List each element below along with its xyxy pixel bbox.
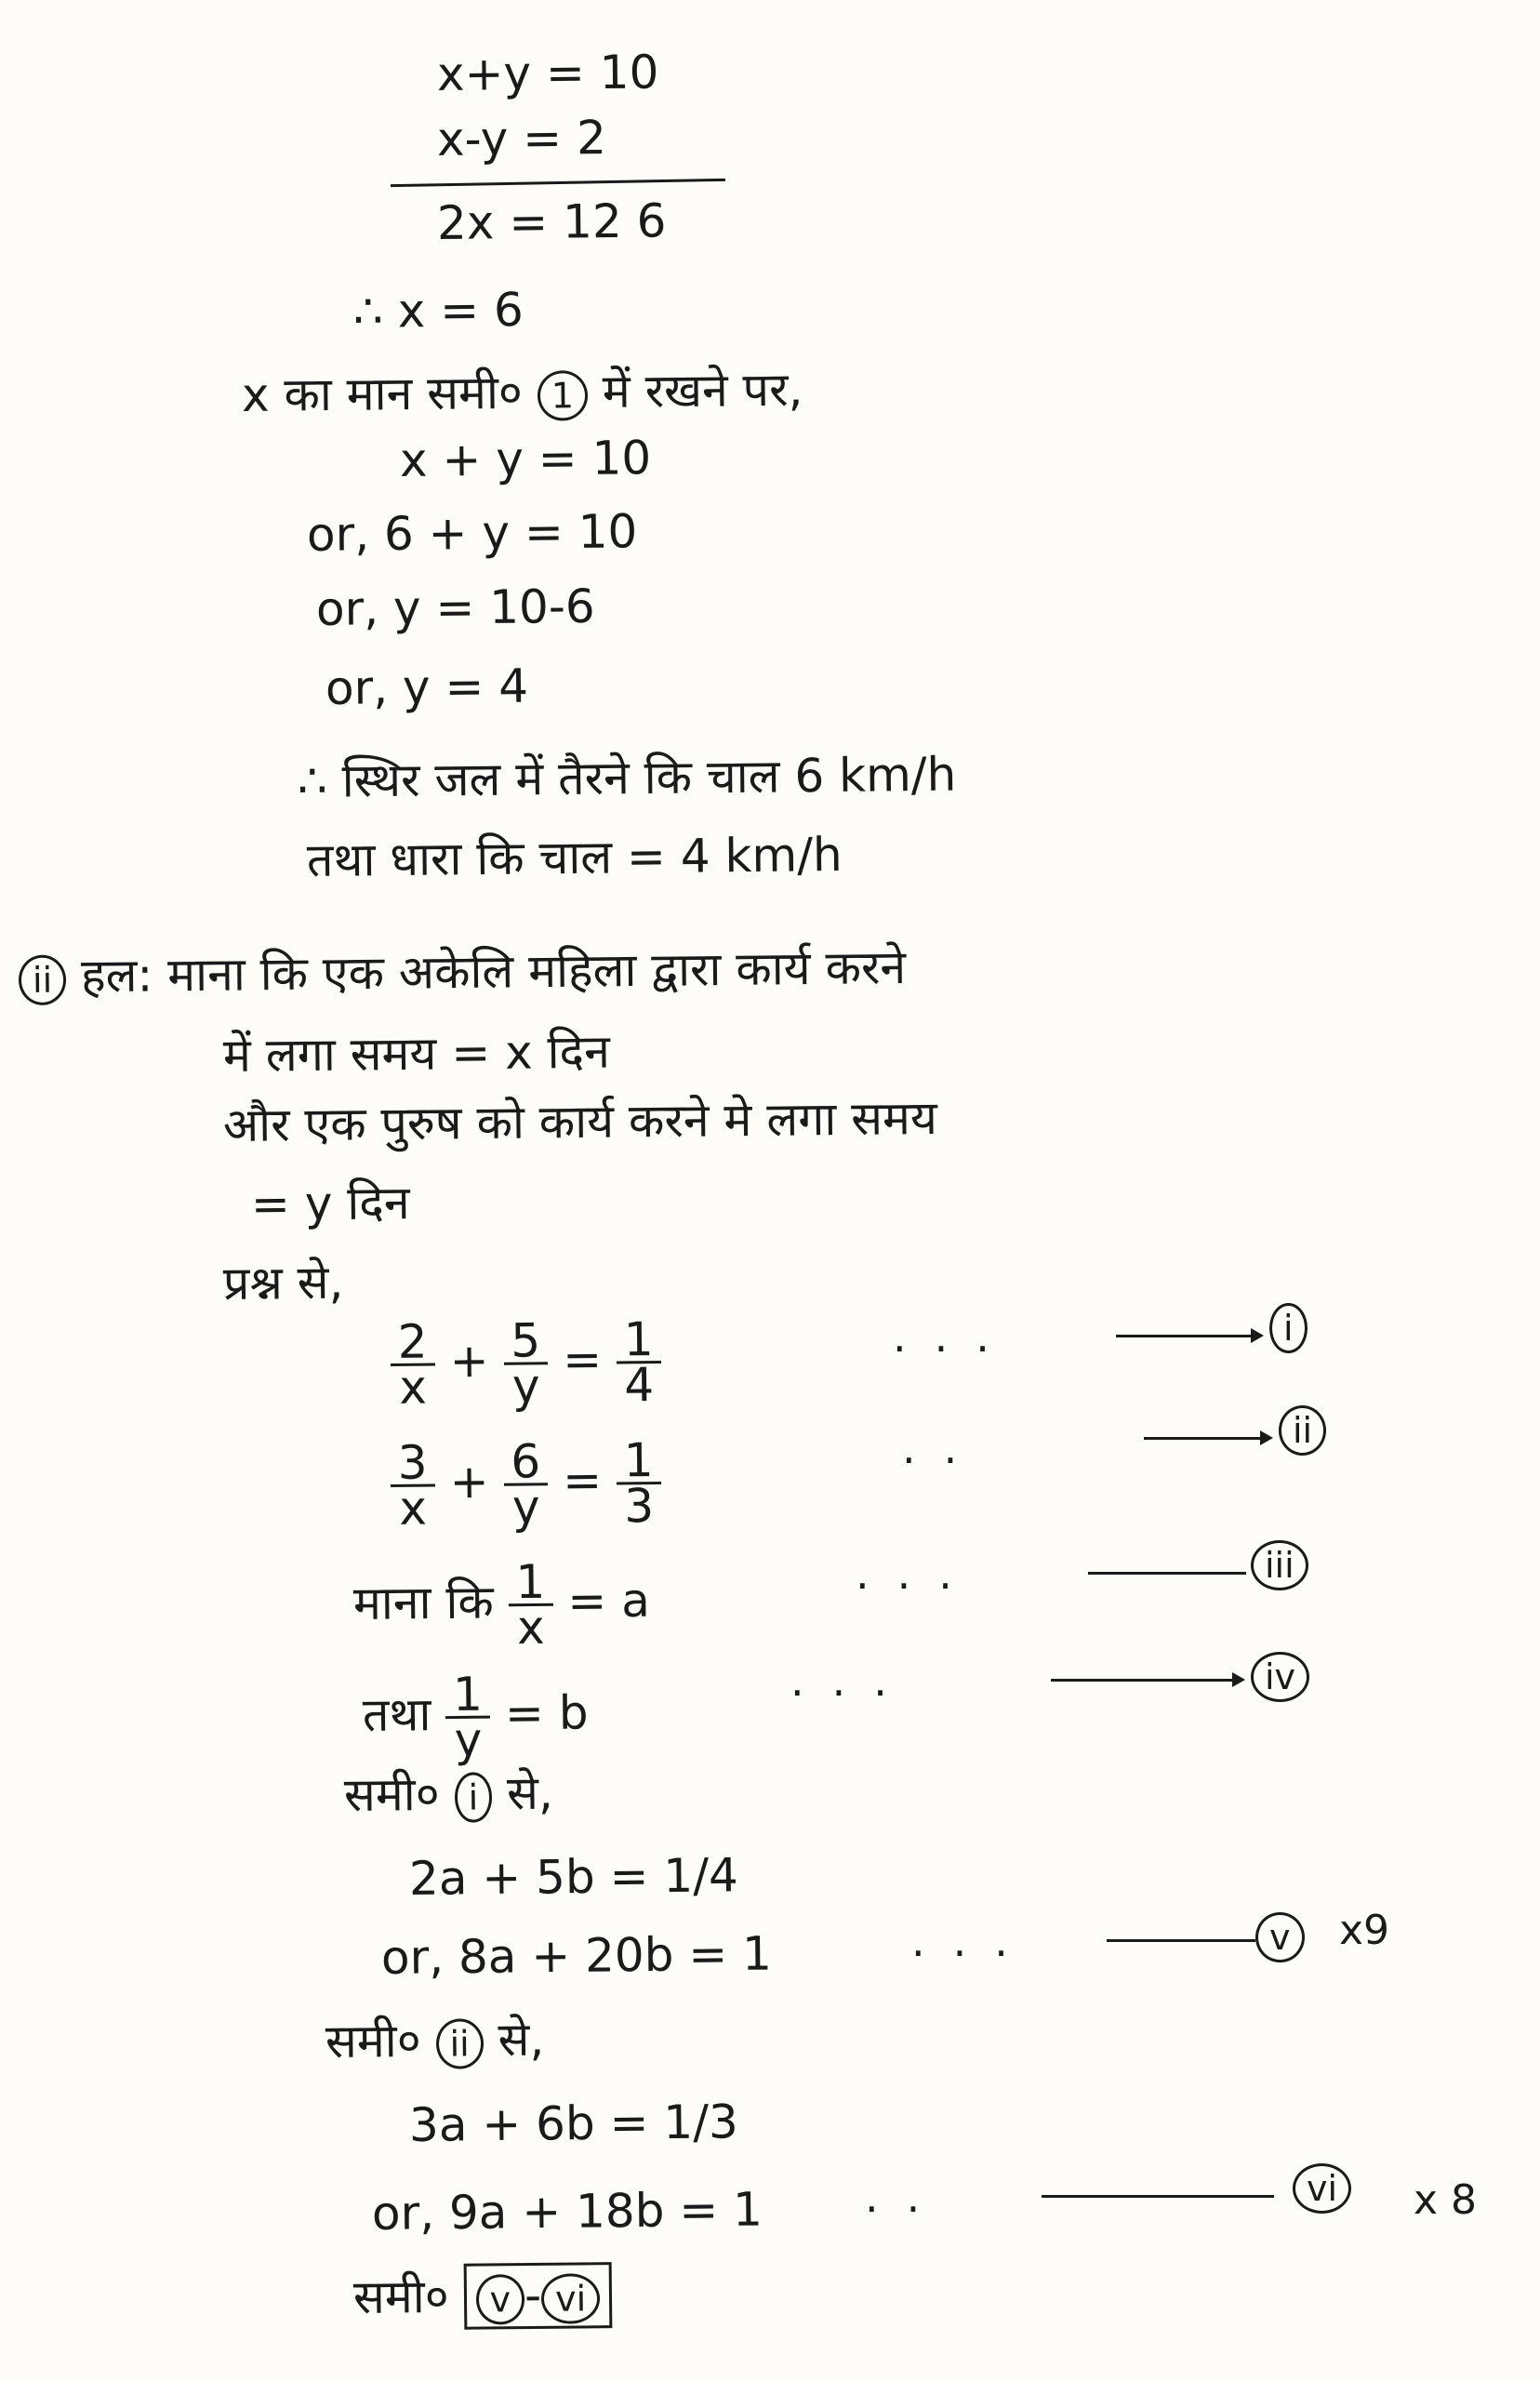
leader-dots: .. — [902, 1423, 986, 1473]
arrow-icon — [1232, 1672, 1245, 1687]
substitution-text: x का मान समी० — [241, 365, 524, 422]
sum-rule — [391, 179, 725, 187]
leader-dots: ... — [911, 1916, 1036, 1966]
equation-ref-circle: 1 — [538, 370, 589, 421]
part-number-circle: ii — [19, 954, 67, 1005]
solution-intro-text: हल: माना कि एक अकेलि महिला द्वारा कार्य करने — [80, 940, 907, 1004]
equation-ii: $\frac{3}{x}$ + $\frac{6}{y}$ = $\frac{1}{3}$ — [391, 1439, 662, 1530]
leader-line — [1051, 1679, 1237, 1682]
substitution-a: माना कि $\frac{1}{x}$ = a — [352, 1554, 651, 1656]
result-x: ∴ x = 6 — [352, 283, 524, 339]
from-equation-ii: समी० ii से, — [325, 2012, 545, 2068]
equation-x-minus-y: x-y = 2 — [436, 111, 607, 166]
multiplier-v: x9 — [1339, 1907, 1390, 1954]
equation-label-v: v — [1255, 1907, 1305, 1962]
equation-x-plus-y: x+y = 10 — [436, 45, 659, 101]
equation-label-vi: vi — [1293, 2158, 1351, 2214]
arrow-icon — [1260, 1430, 1273, 1445]
fraction: $\frac{2}{x}$ — [391, 1321, 436, 1409]
multiplier-vi: x 8 — [1414, 2176, 1478, 2224]
leader-line — [1042, 2195, 1274, 2198]
arrow-icon — [1251, 1328, 1264, 1343]
equation-vi: or, 9a + 18b = 1 — [371, 2182, 763, 2241]
equation-label-ii: ii — [1279, 1400, 1326, 1456]
substitution-line — [242, 362, 803, 424]
leader-line — [1116, 1335, 1255, 1337]
substitution-text-2: मेें रखने पर, — [602, 362, 803, 419]
fraction: $\frac{1}{3}$ — [617, 1439, 662, 1527]
leader-dots: ... — [893, 1311, 1017, 1362]
still-water-speed: ∴ स्थिर जल में तैरने कि चाल 6 km/h — [297, 747, 957, 808]
from-equation-i: समी० i से, — [343, 1765, 554, 1822]
leader-dots: ... — [856, 1549, 980, 1599]
fraction: $\frac{5}{y}$ — [503, 1319, 549, 1407]
solution-intro-line — [19, 939, 907, 1005]
assumption-woman: में लगा समय = x दिन — [222, 1024, 611, 1083]
fraction: $\frac{1}{4}$ — [617, 1318, 662, 1406]
equation-label-i: i — [1269, 1297, 1308, 1353]
fraction: $\frac{1}{y}$ — [445, 1673, 491, 1762]
fraction: $\frac{3}{x}$ — [391, 1442, 436, 1530]
leader-dots: ... — [790, 1656, 915, 1706]
equation-line: x + y = 10 — [399, 431, 652, 487]
subtract-equations: समी० v - vi — [353, 2262, 613, 2331]
equation-v: or, 8a + 20b = 1 — [380, 1926, 773, 1985]
substitution-b: तथा $\frac{1}{y}$ = b — [362, 1667, 589, 1767]
leader-line — [1144, 1437, 1265, 1440]
fraction: $\frac{6}{y}$ — [503, 1440, 549, 1528]
equation-i: $\frac{2}{x}$ + $\frac{5}{y}$ = $\frac{1}{4}$ — [391, 1318, 662, 1409]
equation-label-iii: iii — [1251, 1535, 1308, 1590]
leader-line — [1088, 1572, 1246, 1575]
equation-line: or, y = 10-6 — [315, 579, 595, 636]
equation-line: or, y = 4 — [325, 658, 529, 715]
leader-line — [1107, 1939, 1255, 1942]
from-question: प्रश्न से, — [222, 1255, 344, 1310]
equation-line: 2a + 5b = 1/4 — [408, 1848, 739, 1906]
equation-line: or, 6 + y = 10 — [306, 504, 638, 562]
boxed-operation: v - vi — [463, 2262, 612, 2330]
equation-sum: 2x = 12 6 — [436, 193, 667, 250]
assumption-man-2: = y दिन — [250, 1176, 410, 1231]
fraction: $\frac{1}{x}$ — [508, 1561, 553, 1649]
stream-speed: तथा धारा कि चाल = 4 km/h — [306, 827, 843, 887]
equation-label-iv: iv — [1251, 1646, 1309, 1702]
leader-dots: .. — [865, 2172, 949, 2222]
equation-line: 3a + 6b = 1/3 — [408, 2095, 739, 2152]
assumption-man: और एक पुरुष को कार्य करने मे लगा समय — [222, 1090, 938, 1152]
